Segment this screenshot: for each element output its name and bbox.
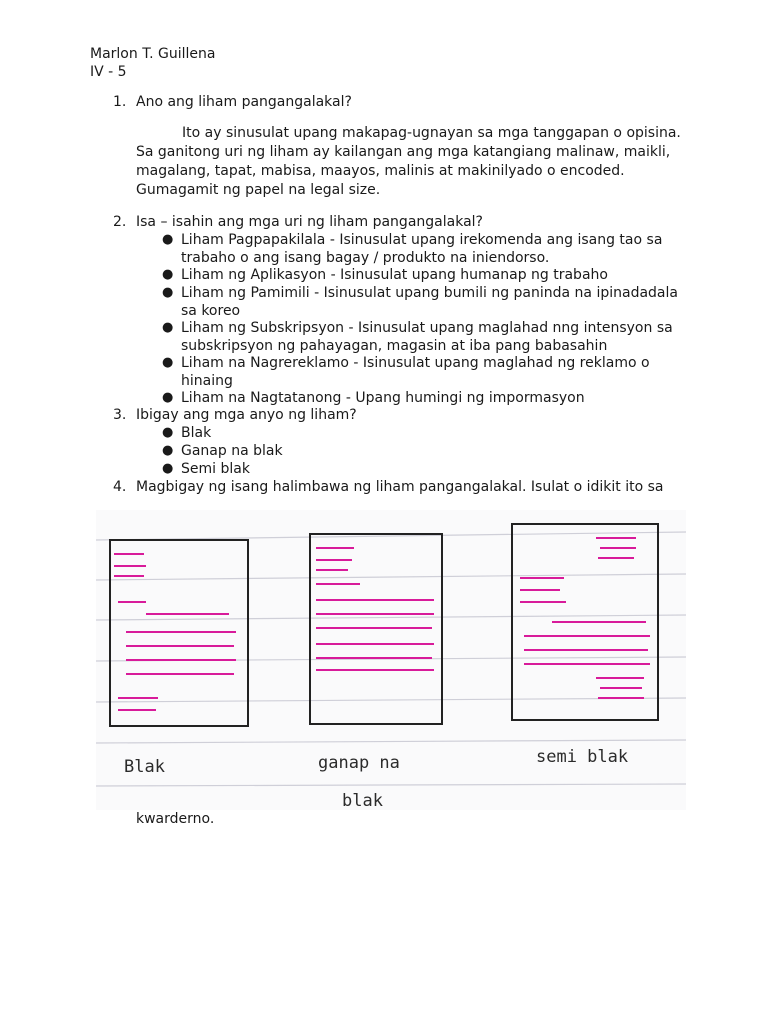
q2-question: Isa – isahin ang mga uri ng liham pangangalakal? <box>136 214 483 230</box>
q1-question: Ano ang liham pangangalakal? <box>136 94 352 110</box>
q3-question: Ibigay ang mga anyo ng liham? <box>136 407 357 423</box>
q2-number: 2. <box>113 214 127 230</box>
q2-item-line: Liham na Nagrereklamo - Isinusulat upang maglahad ng reklamo o <box>181 355 650 371</box>
bullet-icon: ● <box>162 355 174 370</box>
q2-item-line: Liham Pagpapakilala - Isinusulat upang irekomenda ang isang tao sa <box>181 232 663 248</box>
q2-item-line: hinaing <box>181 373 233 389</box>
letter-formats-photo <box>96 510 686 810</box>
author-name: Marlon T. Guillena <box>90 46 216 62</box>
q1-answer-line: Ito ay sinusulat upang makapag-ugnayan sa mga tanggapan o opisina. <box>182 125 681 141</box>
bullet-icon: ● <box>162 320 174 335</box>
q3-item: Blak <box>181 425 212 441</box>
q1-answer-line: Sa ganitong uri ng liham ay kailangan ang mga katangiang malinaw, maikli, <box>136 144 671 160</box>
q1-answer-line: magalang, tapat, mabisa, maayos, malinis at makinilyado o encoded. <box>136 163 625 179</box>
label-ganap-na: ganap na <box>318 753 400 773</box>
q2-item-line: Liham na Nagtatanong - Upang humingi ng impormasyon <box>181 390 585 406</box>
q2-item-line: Liham ng Subskripsyon - Isinusulat upang maglahad nng intensyon sa <box>181 320 673 336</box>
q2-item-line: Liham ng Pamimili - Isinusulat upang bumili ng paninda na ipinadadala <box>181 285 678 301</box>
bullet-icon: ● <box>162 390 174 405</box>
class-section: IV - 5 <box>90 64 127 80</box>
bullet-icon: ● <box>162 443 174 458</box>
bullet-icon: ● <box>162 461 174 476</box>
q4-number: 4. <box>113 479 127 495</box>
label-blak: Blak <box>124 757 165 777</box>
q2-item-line: sa koreo <box>181 303 241 319</box>
q2-item-line: Liham ng Aplikasyon - Isinusulat upang humanap ng trabaho <box>181 267 608 283</box>
label-blak-2: blak <box>342 791 383 810</box>
label-semi-blak: semi blak <box>536 747 629 767</box>
q4-continuation: kwarderno. <box>136 811 215 827</box>
q2-item-line: trabaho o ang isang bagay / produkto na iniendorso. <box>181 250 550 266</box>
q4-question: Magbigay ng isang halimbawa ng liham pangangalakal. Isulat o idikit ito sa <box>136 479 664 495</box>
q2-item-line: subskripsyon ng pahayagan, magasin at iba pang babasahin <box>181 338 608 354</box>
bullet-icon: ● <box>162 425 174 440</box>
bullet-icon: ● <box>162 232 174 247</box>
bullet-icon: ● <box>162 285 174 300</box>
q1-number: 1. <box>113 94 127 110</box>
q3-item: Semi blak <box>181 461 250 477</box>
q3-number: 3. <box>113 407 127 423</box>
q1-answer-line: Gumagamit ng papel na legal size. <box>136 182 381 198</box>
q3-item: Ganap na blak <box>181 443 283 459</box>
bullet-icon: ● <box>162 267 174 282</box>
